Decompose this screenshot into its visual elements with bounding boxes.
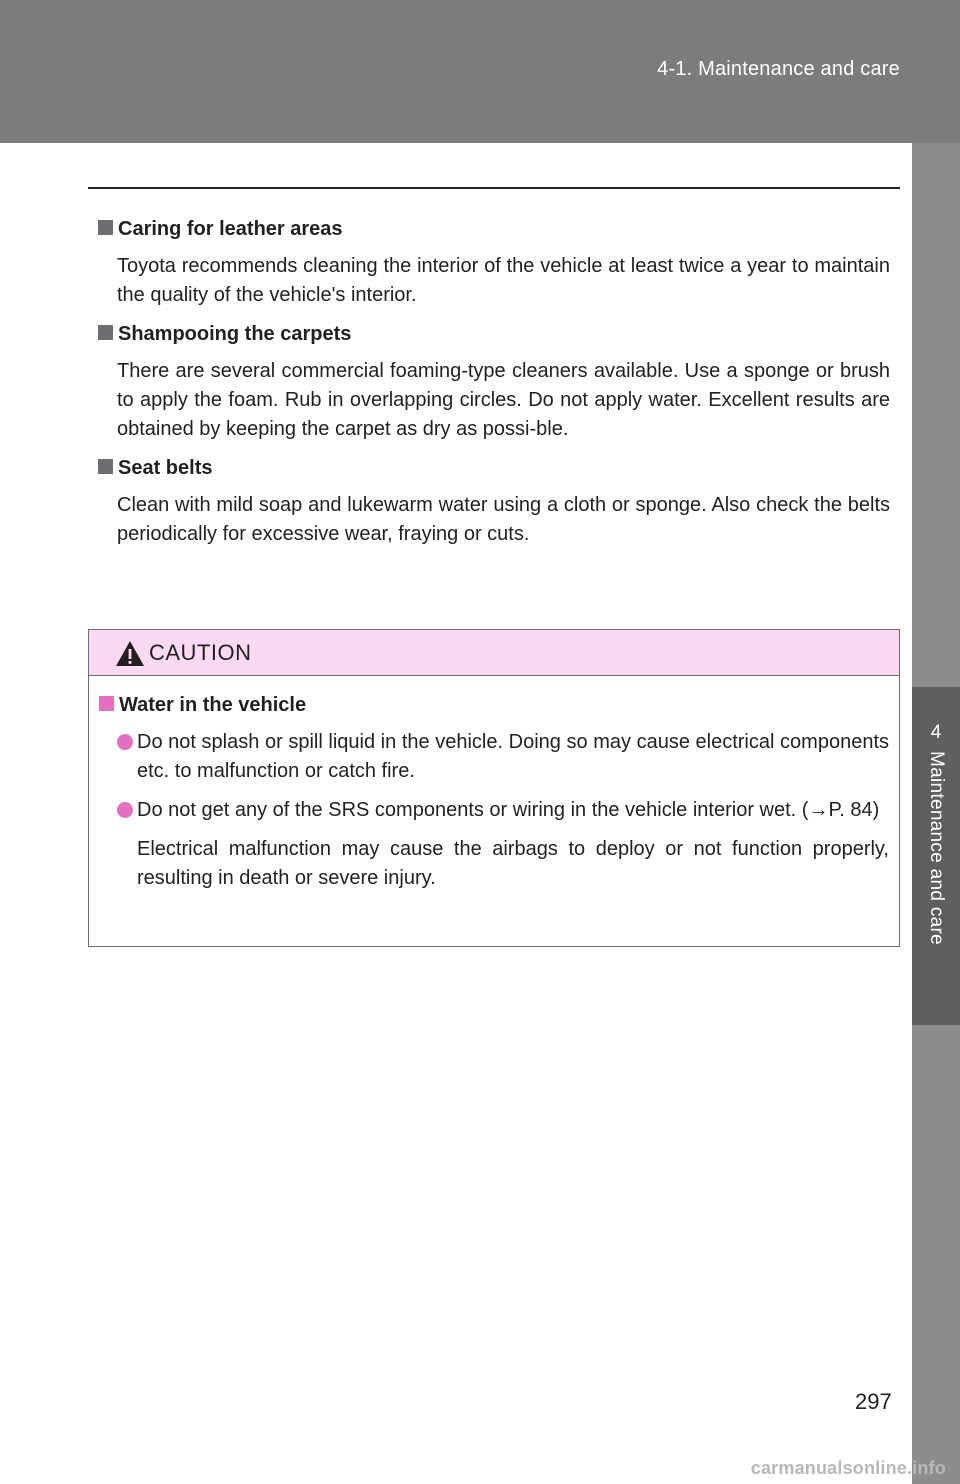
side-tab-upper [912, 143, 960, 687]
side-tab-lower [912, 1025, 960, 1484]
circle-bullet-icon [117, 734, 133, 750]
main-content [98, 214, 890, 558]
page-number: 297 [855, 1389, 892, 1414]
warning-triangle-icon [115, 640, 145, 667]
section-heading: Shampooing the carpets [98, 319, 890, 349]
section-seat-belts [98, 453, 890, 549]
section-heading: Seat belts [98, 453, 890, 483]
caution-body [89, 676, 899, 893]
caution-header [89, 630, 899, 676]
square-bullet-icon [98, 220, 113, 235]
circle-bullet-icon [117, 802, 133, 818]
top-rule [88, 187, 900, 189]
chapter-title: Maintenance and care [926, 750, 947, 946]
square-bullet-icon [99, 696, 114, 711]
caution-title: CAUTION [149, 640, 252, 665]
caution-note: Electrical malfunction may cause the airbags to deploy or not function properly, resulting in death or severe injury. [137, 838, 889, 889]
caution-bullet: Do not splash or spill liquid in the vehicle. Doing so may cause electrical components etc. to malfunction or catch fire. [117, 728, 889, 786]
section-shampooing-carpets [98, 319, 890, 444]
section-caring-leather [98, 214, 890, 310]
caution-box [88, 629, 900, 947]
watermark: carmanualsonline.info [750, 1458, 946, 1478]
section-body: Clean with mild soap and lukewarm water using a cloth or sponge. Also check the belts periodically for excessive wear, fraying or cuts. [117, 494, 890, 545]
section-body: Toyota recommends cleaning the interior of the vehicle at least twice a year to maintain the quality of the vehicle's interior. [117, 255, 890, 306]
square-bullet-icon [98, 459, 113, 474]
caution-bullet: Do not get any of the SRS components or wiring in the vehicle interior wet. (→P. 84) [117, 796, 889, 825]
chapter-number: 4 [930, 722, 942, 743]
caution-heading: Water in the vehicle [99, 690, 889, 720]
square-bullet-icon [98, 325, 113, 340]
section-body: There are several commercial foaming-type cleaners available. Use a sponge or brush to apply the foam. Rub in overlapping circles. Do not apply water. Excellent results are obtained by keeping the carpet as dry as possi-ble. [117, 360, 890, 440]
section-heading: Caring for leather areas [98, 214, 890, 244]
section-title: 4-1. Maintenance and care [657, 58, 900, 80]
